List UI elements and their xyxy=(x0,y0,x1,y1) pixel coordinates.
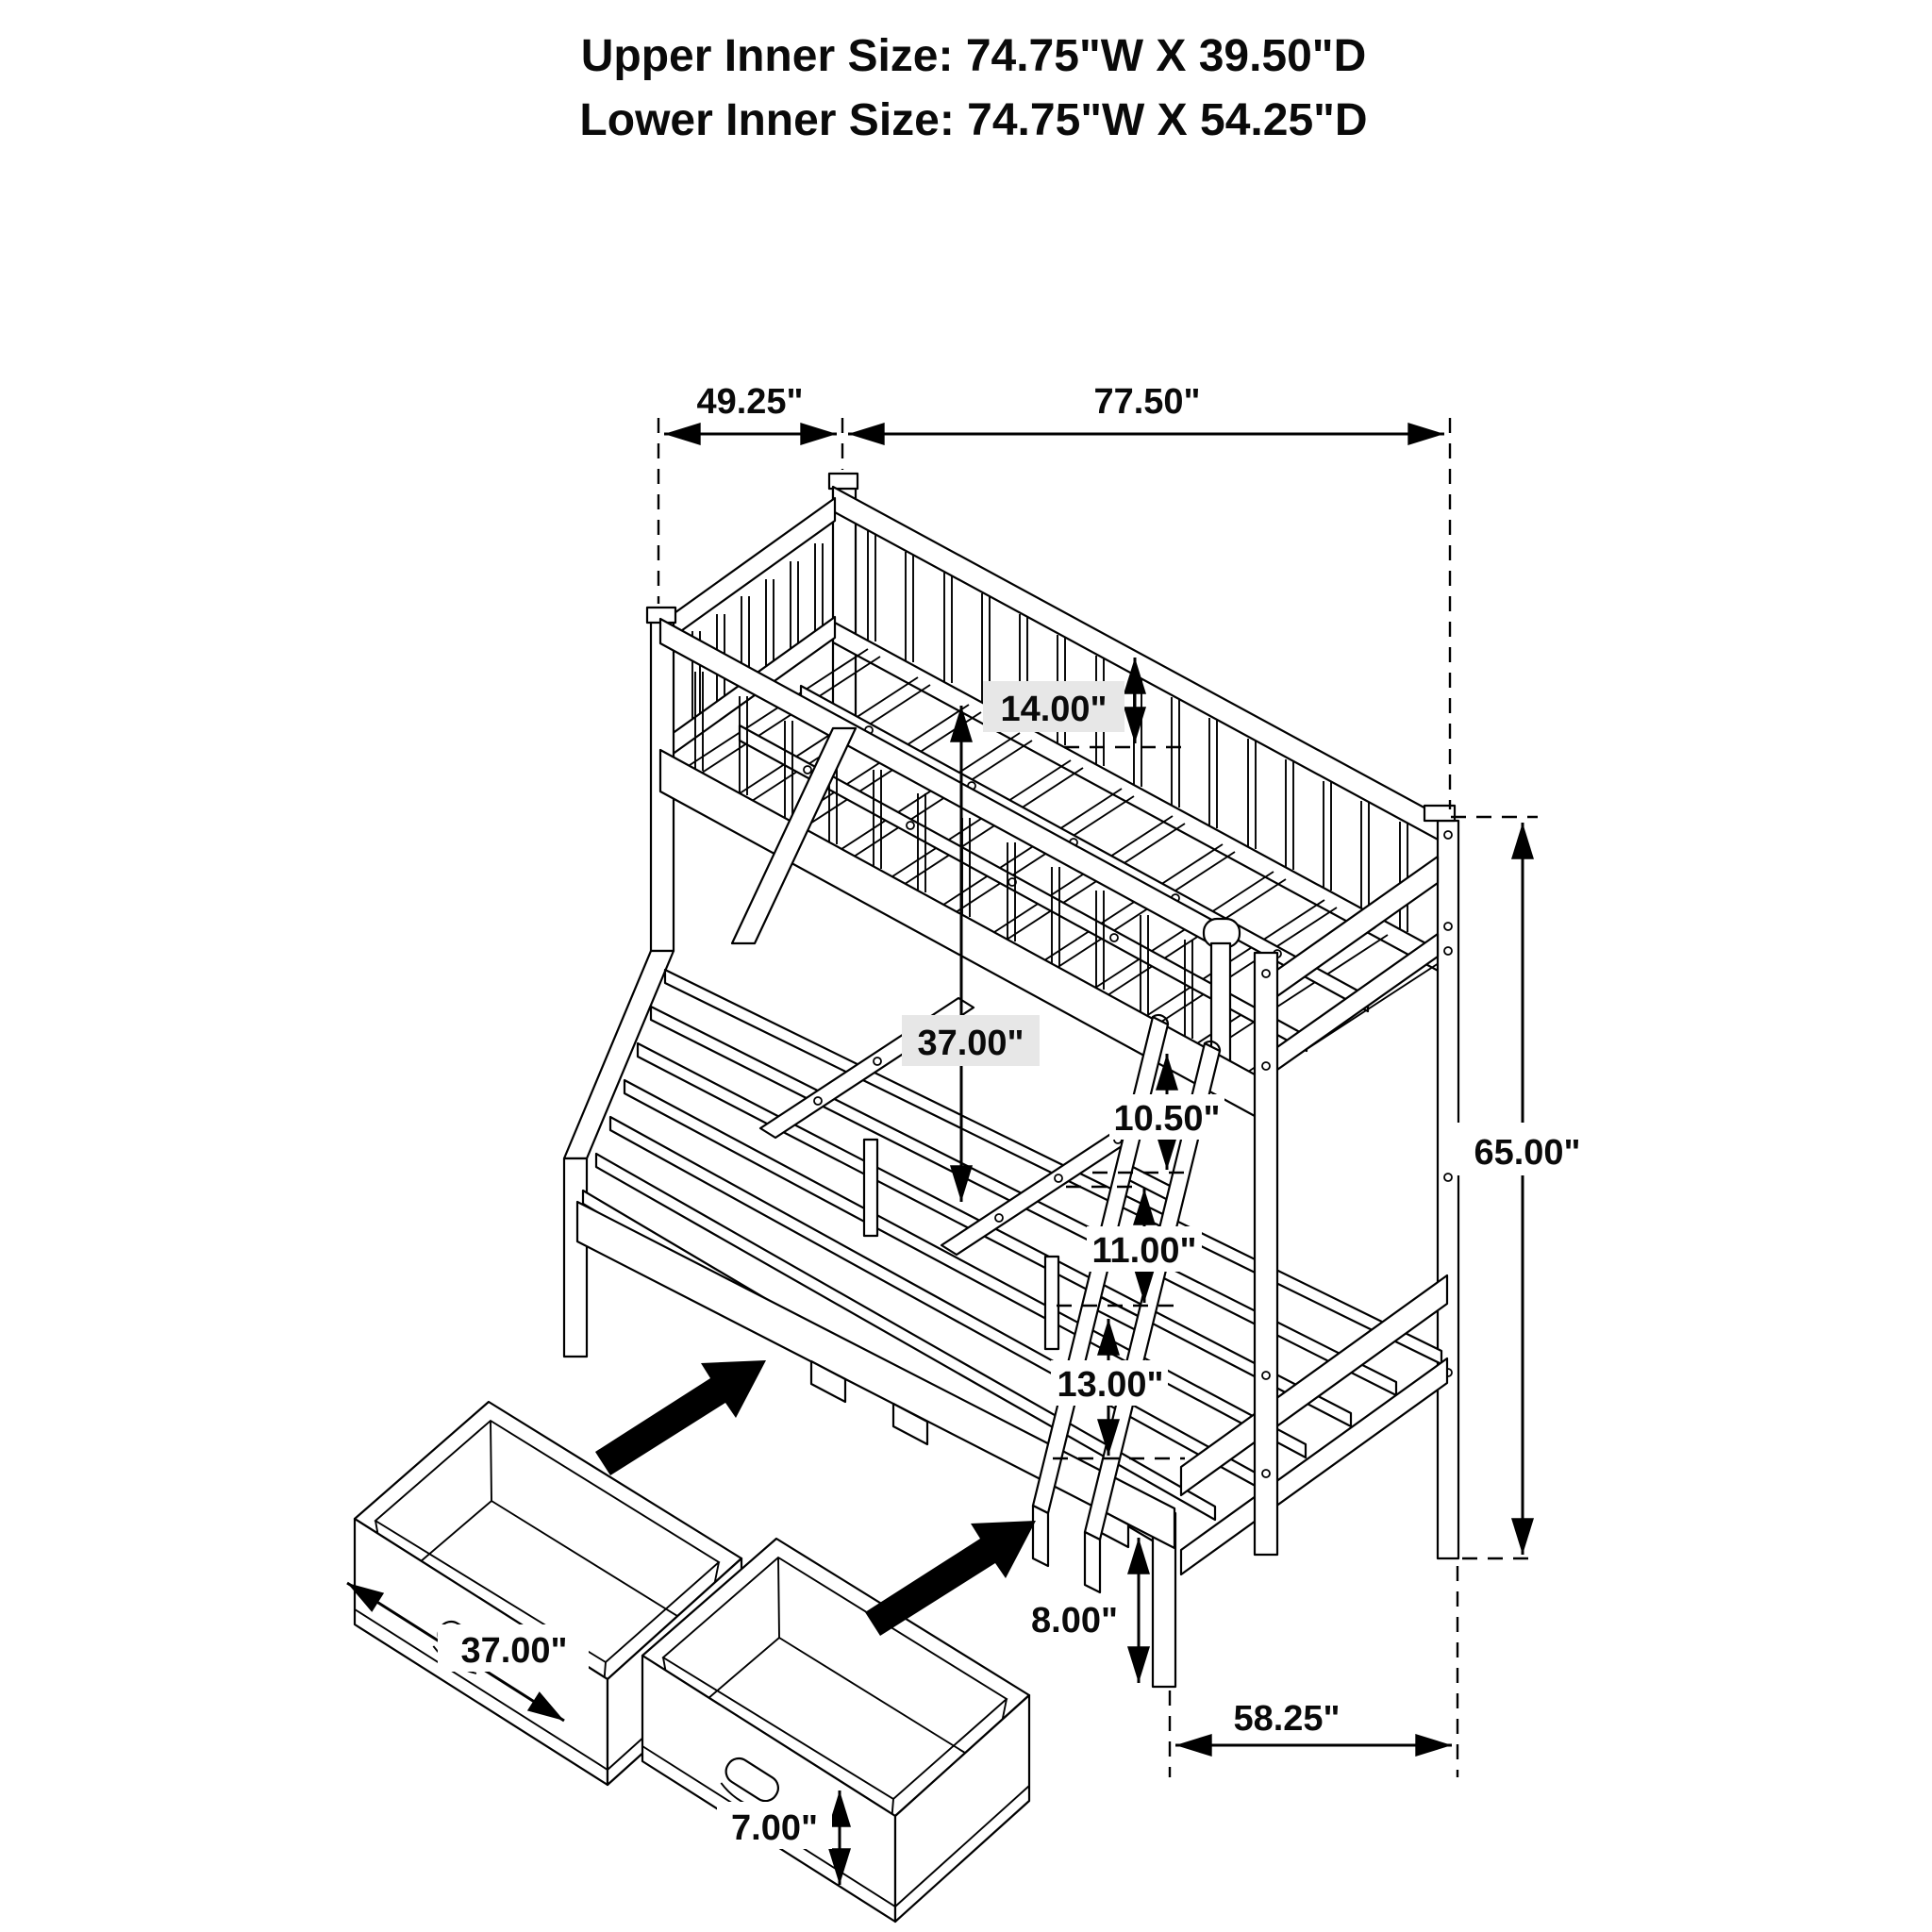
ladder-foot-right xyxy=(1085,1532,1100,1592)
ladder-support-post xyxy=(1255,953,1277,1555)
dim-base-depth xyxy=(1170,1566,1457,1777)
dim-guardrail-height-label: 14.00" xyxy=(1000,690,1108,729)
dim-ladder-gap-top-label: 10.50" xyxy=(1113,1099,1221,1139)
upper-left-end xyxy=(647,498,835,951)
back-left-post xyxy=(833,487,856,728)
lower-center-leg-1 xyxy=(864,1140,877,1236)
dim-ladder-gap-bottom-label: 13.00" xyxy=(1057,1365,1164,1405)
dim-ladder-gap-mid-label: 11.00" xyxy=(1091,1231,1197,1271)
lower-center-leg-2 xyxy=(1045,1257,1058,1349)
left-end-top-rail xyxy=(672,498,835,638)
rear-right-leg xyxy=(1438,821,1458,1558)
front-left-foot xyxy=(564,1158,587,1357)
header-text xyxy=(579,31,1367,145)
dim-drawer-height-label: 7.00" xyxy=(731,1808,818,1848)
dim-bunk-clearance-label: 37.00" xyxy=(917,1024,1024,1063)
dim-top-length-label: 77.50" xyxy=(1093,382,1201,422)
direction-arrow-2 xyxy=(865,1521,1036,1636)
dim-drawer-width-label: 37.00" xyxy=(460,1631,568,1671)
bed-isometric-drawing xyxy=(564,474,1458,1687)
dim-base-depth-label: 58.25" xyxy=(1233,1699,1341,1739)
direction-arrow-1 xyxy=(595,1360,766,1475)
dim-top-depth-label: 49.25" xyxy=(696,382,804,422)
lower-inner-size-text: Lower Inner Size: 74.75"W X 54.25"D xyxy=(579,95,1368,145)
dim-top-length xyxy=(848,382,1450,809)
dim-overall-height xyxy=(1451,817,1602,1558)
ladder-foot-left xyxy=(1033,1506,1048,1566)
upper-inner-size-text: Upper Inner Size: 74.75"W X 39.50"D xyxy=(580,31,1367,81)
dim-overall-height-label: 65.00" xyxy=(1474,1133,1581,1173)
dim-under-clearance-label: 8.00" xyxy=(1031,1601,1118,1641)
